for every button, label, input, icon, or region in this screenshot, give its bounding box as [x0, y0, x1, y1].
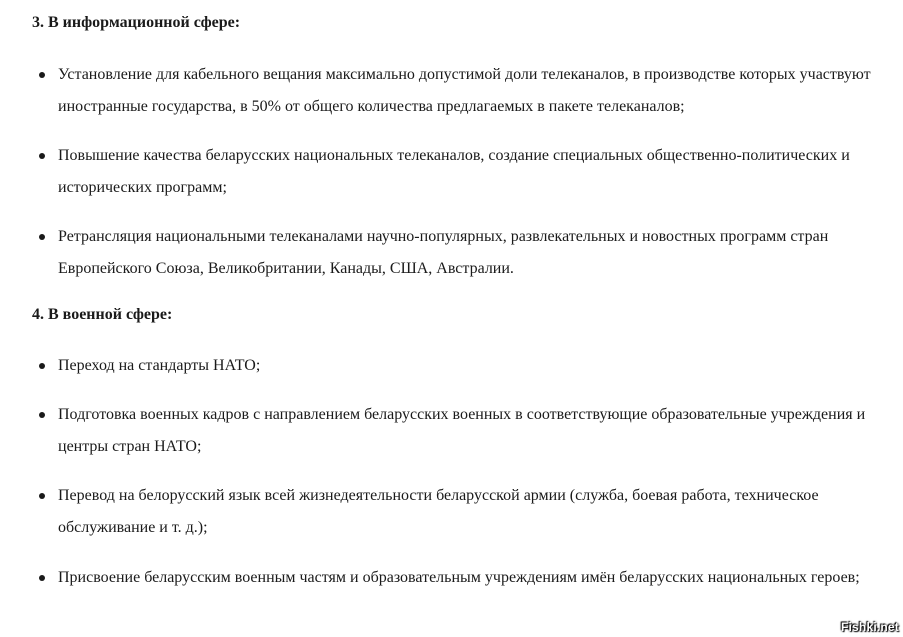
list-item-text: Подготовка военных кадров с направлением беларусских военных в соответствующие образовательные учреждения и центры стран НАТО; [58, 406, 866, 455]
list-item [32, 562, 892, 594]
list-item [32, 59, 892, 123]
watermark: Fishki.net [840, 620, 899, 634]
list-item [32, 480, 892, 544]
section-heading-information: 3. В информационной сфере: [32, 14, 241, 31]
list-item [32, 350, 892, 382]
list-item-text: Присвоение беларусским военным частям и образовательным учреждениям имён беларусских национальных героев; [58, 569, 860, 586]
list-item [32, 221, 892, 285]
list-item-text: Переход на стандарты НАТО; [58, 357, 261, 374]
list-item [32, 140, 892, 204]
list-item-text: Перевод на белорусский язык всей жизнедеятельности беларусской армии (служба, боевая работа, техническое обслуживание и т. д.); [58, 487, 819, 536]
bullet-icon [39, 234, 45, 240]
section-heading-military: 4. В военной сфере: [32, 306, 173, 323]
bullet-icon [39, 363, 45, 369]
bullet-icon [39, 493, 45, 499]
bullet-icon [39, 153, 45, 159]
list-item [32, 399, 892, 463]
bullet-icon [39, 72, 45, 78]
list-item-text: Повышение качества беларусских национальных телеканалов, создание специальных общественно-политических и исторических программ; [58, 147, 850, 196]
bullet-icon [39, 412, 45, 418]
list-item-text: Ретрансляция национальными телеканалами научно-популярных, развлекательных и новостных программ стран Европейского Союза, Великобритании, Канады, США, Австралии. [58, 228, 829, 277]
list-item-text: Установление для кабельного вещания максимально допустимой доли телеканалов, в производстве которых участвуют иностранные государства, в 50% от общего количества предлагаемых в пакете телеканалов; [58, 66, 871, 115]
bullet-icon [39, 575, 45, 581]
